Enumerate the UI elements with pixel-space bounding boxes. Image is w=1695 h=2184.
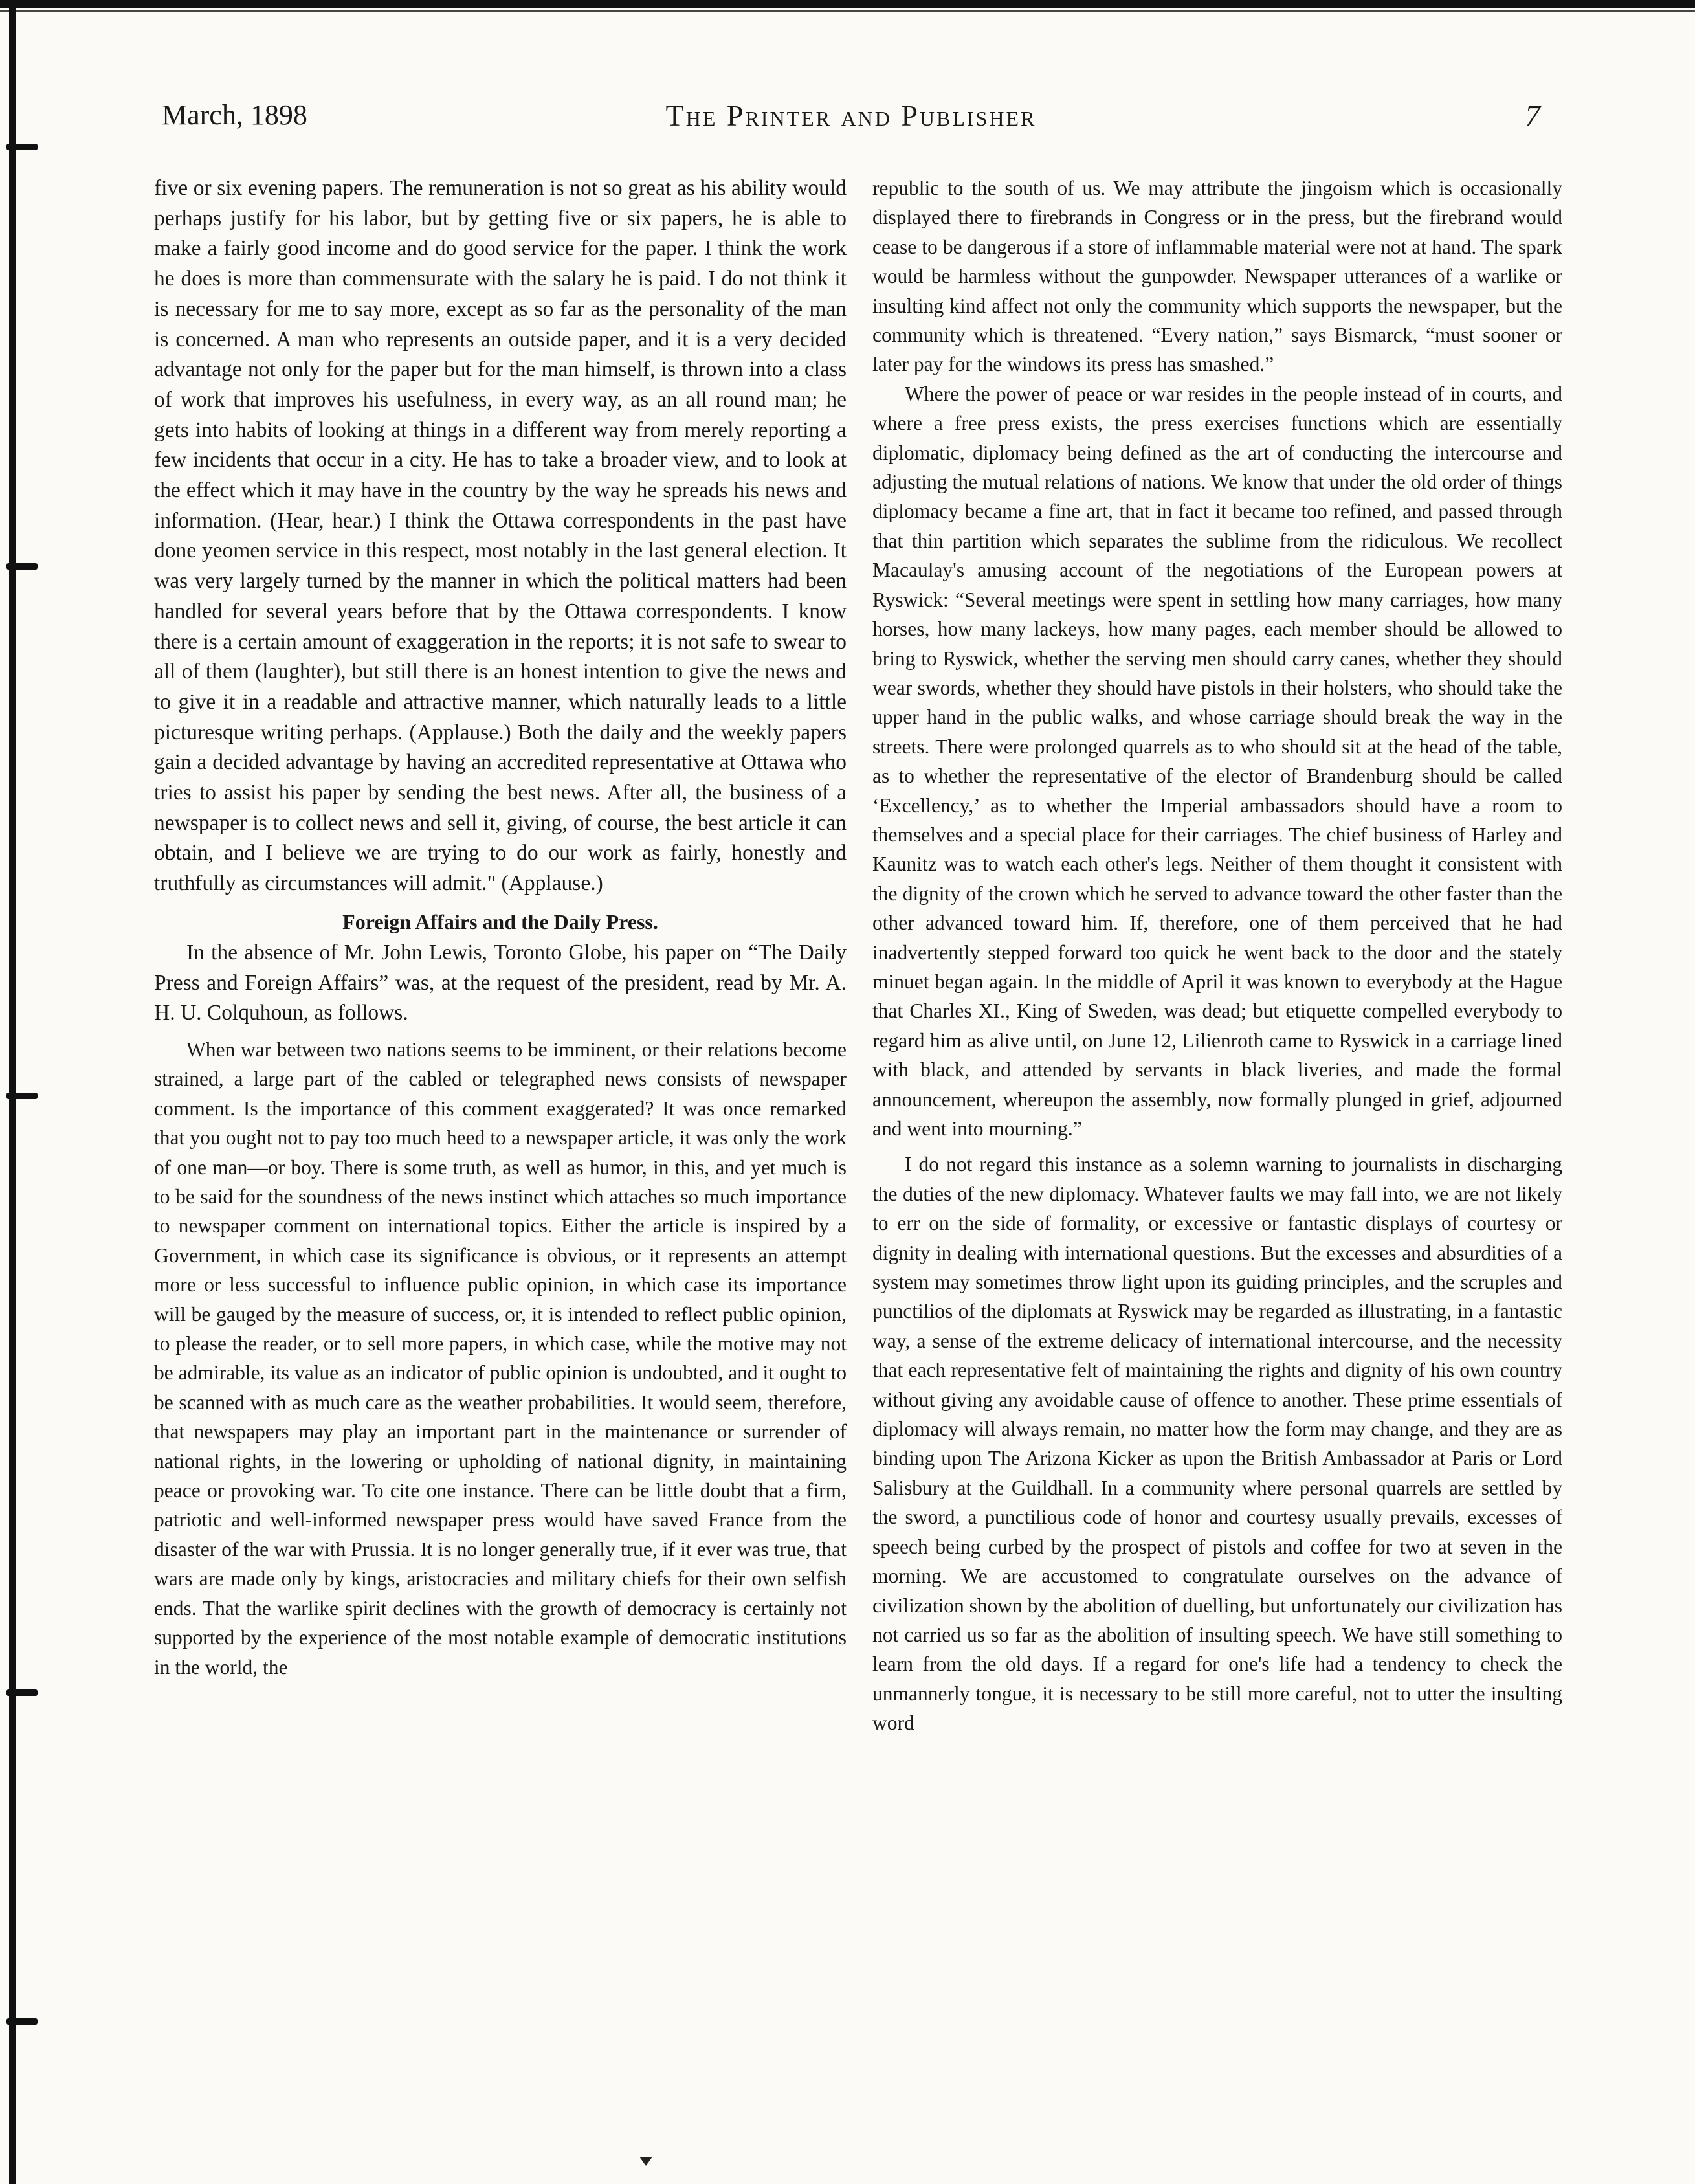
- page-number: 7: [1525, 99, 1540, 133]
- margin-mark: [6, 139, 38, 155]
- header-date: March, 1898: [162, 99, 307, 131]
- right-column: [872, 173, 1562, 1738]
- paragraph: In the absence of Mr. John Lewis, Toronto Globe, his paper on “The Daily Press and Foreign Affairs” was, at the request of the president, read by Mr. A. H. U. Colquhoun, as follows.: [154, 940, 847, 1025]
- bottom-printer-mark: [639, 2157, 652, 2166]
- left-column: [154, 173, 847, 1682]
- top-border-rule-thin: [0, 10, 1695, 12]
- margin-mark: [6, 1087, 38, 1104]
- paragraph: Where the power of peace or war resides in the people instead of in courts, and where a free press exists, the press exercises functions which are essentially diplomatic, diplomacy being defined as the art of conducting the intercourse and adjusting the mutual relations of nations. We know that under the old order of things diplomacy became a fine art, that in fact it became too refined, and passed through that thin partition which separates the sublime from the ridiculous. We recollect Macaulay's amusing account of the negotiations of the European powers at Ryswick: “Several meetings were spent in settling how many carriages, how many horses, how many lackeys, how many pages, each member should be allowed to bring to Ryswick, whether the serving men should carry canes, whether they should wear swords, whether they should have pistols in their holsters, who should take the upper hand in the public walks, and whose carriage should break the way in the streets. There were prolonged quarrels as to who should sit at the head of the table, as to whether the representative of the elector of Brandenburg should be called ‘Excellency,’ as to whether the Imperial ambassadors should have a room to themselves and a special place for their carriages. The chief business of Harley and Kaunitz was to watch each other's legs. Neither of them thought it consistent with the dignity of the crown which he served to advance toward the other faster than the other advanced toward him. If, therefore, one of them perceived that he had inadvertently stepped forward too quick he went back to the door and the stately minuet began again. In the middle of April it was known to everybody at the Hague that Charles XI., King of Sweden, was dead; but etiquette compelled everybody to regard him as alive until, on June 12, Lilienroth came to Ryswick in a carriage lined with black, and attended by servants in black liveries, and made the formal announcement, whereupon the assembly, now formally plunged in grief, adjourned and went into mourning.”: [872, 382, 1562, 1140]
- paragraph: five or six evening papers. The remuneration is not so great as his ability would perhaps justify for his labor, but by getting five or six papers, he is able to make a fairly good income and do good service for the paper. I think the work he does is more than commensurate with the salary he is paid. I do not think it is necessary for me to say more, except as so far as the personality of the man is concerned. A man who represents an outside paper, and it is a very decided advantage not only for the paper but for the man himself, is thrown into a class of work that improves his usefulness, in every way, as an all round man; he gets into habits of looking at things in a different way from merely reporting a few incidents that occur in a city. He has to take a broader view, and to look at the effect which it may have in the country by the way he spreads his news and information. (Hear, hear.) I think the Ottawa correspondents in the past have done yeomen service in this respect, most notably in the last general election. It was very largely turned by the manner in which the political matters had been handled for several years before that by the Ottawa correspondents. I know there is a certain amount of exaggeration in the reports; it is not safe to swear to all of them (laughter), but still there is an honest intention to give the news and to give it in a readable and attractive manner, which naturally leads to a little picturesque writing perhaps. (Applause.) Both the daily and the weekly papers gain a decided advantage by having an accredited representative at Ottawa who tries to assist his paper by sending the best news. After all, the business of a newspaper is to collect news and sell it, giving, of course, the best article it can obtain, and I believe we are trying to do our work as fairly, honestly and truthfully as circumstances will admit." (Applause.): [154, 176, 847, 896]
- running-header: [162, 98, 1540, 150]
- paragraph: When war between two nations seems to be imminent, or their relations become strained, a large part of the cabled or telegraphed news consists of newspaper comment. Is the importance of this comment exaggerated? It was once remarked that you ought not to pay too much heed to a newspaper article, it was only the work of one man—or boy. There is some truth, as well as humor, in this, and yet much is to be said for the soundness of the news instinct which attaches so much importance to newspaper comment on international topics. Either the article is inspired by a Government, in which case its significance is obvious, or it represents an attempt more or less successful to influence public opinion, in which case its importance will be gauged by the measure of success, or, it is intended to reflect public opinion, to please the reader, or to sell more papers, in which case, while the motive may not be admirable, its value as an indicator of public opinion is undoubted, and it ought to be scanned with as much care as the weather probabilities. It would seem, therefore, that newspapers may play an important part in the maintenance or surrender of national rights, in the lowering or upholding of national dignity, in maintaining peace or provoking war. To cite one instance. There can be little doubt that a firm, patriotic and well-informed newspaper press would have saved France from the disaster of the war with Prussia. It is no longer generally true, if it ever was true, that wars are made only by kings, aristocracies and military chiefs for their own selfish ends. That the warlike spirit declines with the growth of democracy is certainly not supported by the experience of the most notable example of democratic institutions in the world, the: [154, 1038, 847, 1678]
- margin-mark: [6, 2013, 38, 2030]
- section-heading: Foreign Affairs and the Daily Press.: [342, 909, 658, 933]
- margin-mark: [6, 1684, 38, 1701]
- paragraph: I do not regard this instance as a solemn warning to journalists in discharging the duties of the new diplomacy. Whatever faults we may fall into, we are not likely to err on the side of formality, or excessive or fantastic displays of courtesy or dignity in dealing with international questions. But the excesses and absurdities of a system may sometimes throw light upon its guiding principles, and the scruples and punctilios of the diplomats at Ryswick may be regarded as illustrating, in a fantastic way, a sense of the extreme delicacy of international intercourse, and the necessity that each representative felt of maintaining the rights and dignity of his own country without giving any avoidable cause of offence to another. These prime essentials of diplomacy will always remain, no matter how the form may change, and they are as binding upon The Arizona Kicker as upon the British Ambassador at Paris or Lord Salisbury at the Guildhall. In a community where personal quarrels are settled by the sword, a punctilious code of honor and courtesy usually prevails, excesses of speech being curbed by the prospect of pistols and coffee for two at seven in the morning. We are accustomed to congratulate ourselves on the advance of civilization shown by the abolition of duelling, but unfortunately our civilization has not carried us so far as the abolition of insulting speech. We have still something to learn from the old days. If a regard for one's life had a tendency to check the unmannerly tongue, it is necessary to be still more careful, not to utter the insulting word: [872, 1153, 1562, 1735]
- paragraph: republic to the south of us. We may attribute the jingoism which is occasionally displayed there to firebrands in Congress or in the press, but the firebrand would cease to be dangerous if a store of inflammable material were not at hand. The spark would be harmless without the gunpowder. Newspaper utterances of a warlike or insulting kind affect not only the community which supports the newspaper, but the community which is threatened. “Every nation,” says Bismarck, “must sooner or later pay for the windows its press has smashed.”: [872, 177, 1562, 376]
- top-border-rule: [0, 0, 1695, 8]
- margin-mark: [6, 558, 38, 575]
- publication-title: The Printer and Publisher: [665, 99, 1037, 132]
